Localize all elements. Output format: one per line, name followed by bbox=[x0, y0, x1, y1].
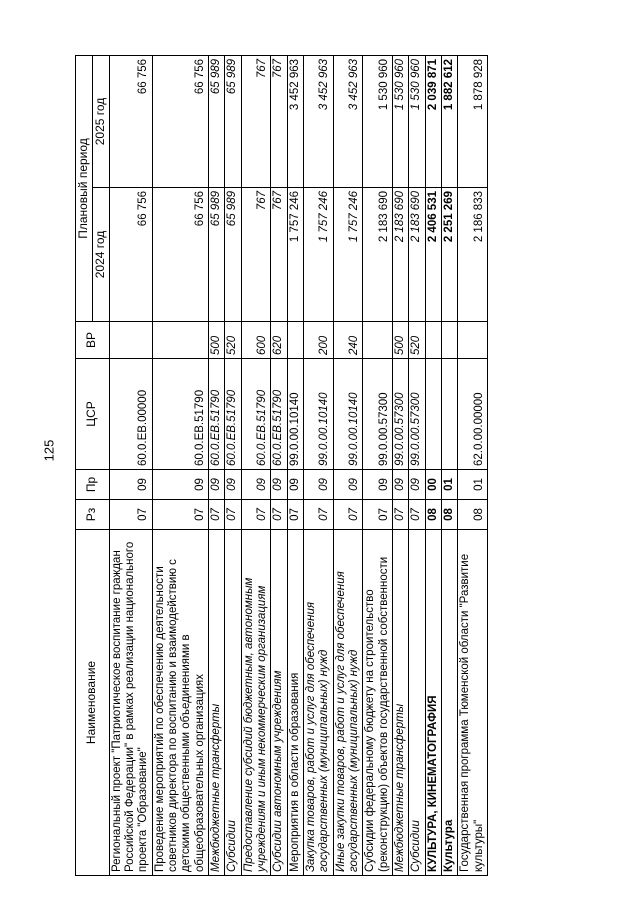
table-row bbox=[271, 55, 287, 875]
cell-name: Межбюджетные трансферты bbox=[209, 530, 225, 876]
cell-y2024: 2 406 531 bbox=[425, 188, 441, 322]
cell-y2025: 1 530 960 bbox=[363, 55, 393, 187]
table-row bbox=[209, 55, 225, 875]
cell-csr: 99.0.00.10140 bbox=[304, 359, 334, 470]
cell-csr: 99.0.00.57300 bbox=[363, 359, 393, 470]
cell-y2025: 1 882 612 bbox=[442, 55, 458, 187]
cell-vr bbox=[109, 322, 152, 359]
cell-name: Проведение мероприятий по обеспечению деятельности советников директора по воспитанию и взаимодействию с детскими общественными объединениями в общеобразовательных организациях bbox=[152, 530, 208, 876]
cell-pr: 09 bbox=[287, 470, 303, 500]
cell-vr: 500 bbox=[209, 322, 225, 359]
cell-y2024: 767 bbox=[241, 188, 271, 322]
header-name: Наименование bbox=[76, 530, 110, 876]
cell-y2024: 1 757 246 bbox=[333, 188, 363, 322]
cell-csr: 99.0.00.57300 bbox=[393, 359, 409, 470]
table-row bbox=[225, 55, 241, 875]
cell-rz: 07 bbox=[152, 500, 208, 530]
cell-vr: 620 bbox=[271, 322, 287, 359]
cell-csr: 99.0.00.10140 bbox=[287, 359, 303, 470]
cell-name: Закупка товаров, работ и услуг для обеспечения государственных (муниципальных) нужд bbox=[304, 530, 334, 876]
cell-y2024: 2 183 690 bbox=[363, 188, 393, 322]
header-pr: Пр bbox=[76, 470, 110, 500]
cell-pr: 09 bbox=[363, 470, 393, 500]
header-rz: Рз bbox=[76, 500, 110, 530]
table-row bbox=[425, 55, 441, 875]
cell-y2025: 2 039 871 bbox=[425, 55, 441, 187]
cell-y2024: 65 989 bbox=[209, 188, 225, 322]
cell-y2025: 1 878 928 bbox=[458, 55, 488, 187]
cell-rz: 07 bbox=[409, 500, 425, 530]
cell-name: Мероприятия в области образования bbox=[287, 530, 303, 876]
cell-csr: 62.0.00.00000 bbox=[458, 359, 488, 470]
cell-rz: 07 bbox=[287, 500, 303, 530]
cell-name: Иные закупки товаров, работ и услуг для обеспечения государственных (муниципальных) нужд bbox=[333, 530, 363, 876]
cell-y2024: 2 183 690 bbox=[409, 188, 425, 322]
cell-pr: 09 bbox=[271, 470, 287, 500]
cell-rz: 08 bbox=[442, 500, 458, 530]
cell-y2025: 3 452 963 bbox=[333, 55, 363, 187]
cell-y2024: 66 756 bbox=[152, 188, 208, 322]
cell-vr: 520 bbox=[225, 322, 241, 359]
cell-y2024: 1 757 246 bbox=[304, 188, 334, 322]
cell-name: Региональный проект "Патриотическое воспитание граждан Российской Федерации" в рамках реализации национального проекта "Образование" bbox=[109, 530, 152, 876]
cell-y2025: 3 452 963 bbox=[287, 55, 303, 187]
cell-name: КУЛЬТУРА, КИНЕМАТОГРАФИЯ bbox=[425, 530, 441, 876]
cell-csr bbox=[425, 359, 441, 470]
cell-rz: 07 bbox=[333, 500, 363, 530]
header-csr: ЦСР bbox=[76, 359, 110, 470]
header-period: Плановый период bbox=[76, 55, 93, 321]
cell-y2024: 2 186 833 bbox=[458, 188, 488, 322]
cell-y2024: 66 756 bbox=[109, 188, 152, 322]
cell-csr: 60.0.EB.51790 bbox=[241, 359, 271, 470]
cell-name: Межбюджетные трансферты bbox=[393, 530, 409, 876]
cell-y2025: 1 530 960 bbox=[393, 55, 409, 187]
cell-rz: 07 bbox=[241, 500, 271, 530]
cell-y2024: 1 757 246 bbox=[287, 188, 303, 322]
cell-pr: 09 bbox=[209, 470, 225, 500]
cell-rz: 07 bbox=[363, 500, 393, 530]
cell-rz: 07 bbox=[225, 500, 241, 530]
cell-y2025: 66 756 bbox=[152, 55, 208, 187]
budget-table bbox=[75, 55, 488, 876]
cell-vr: 600 bbox=[241, 322, 271, 359]
table-row bbox=[442, 55, 458, 875]
cell-pr: 09 bbox=[304, 470, 334, 500]
cell-pr: 01 bbox=[458, 470, 488, 500]
cell-name: Субсидии bbox=[409, 530, 425, 876]
cell-vr: 500 bbox=[393, 322, 409, 359]
table-row bbox=[393, 55, 409, 875]
table-row bbox=[109, 55, 152, 875]
cell-name: Субсидии bbox=[225, 530, 241, 876]
table-row bbox=[363, 55, 393, 875]
header-vr: ВР bbox=[76, 322, 110, 359]
cell-y2024: 2 183 690 bbox=[393, 188, 409, 322]
cell-name: Субсидии автономным учреждениям bbox=[271, 530, 287, 876]
table-row bbox=[241, 55, 271, 875]
cell-rz: 08 bbox=[425, 500, 441, 530]
budget-table-container bbox=[75, 56, 615, 876]
cell-vr: 240 bbox=[333, 322, 363, 359]
cell-csr: 60.0.EB.51790 bbox=[152, 359, 208, 470]
cell-csr: 99.0.00.10140 bbox=[333, 359, 363, 470]
cell-name: Культура bbox=[442, 530, 458, 876]
cell-vr: 200 bbox=[304, 322, 334, 359]
header-2025: 2025 год bbox=[92, 55, 109, 187]
table-row bbox=[458, 55, 488, 875]
cell-pr: 09 bbox=[225, 470, 241, 500]
cell-pr: 09 bbox=[241, 470, 271, 500]
cell-csr: 60.0.EB.51790 bbox=[225, 359, 241, 470]
table-row bbox=[409, 55, 425, 875]
cell-name: Предоставление субсидий бюджетным, автономным учреждениям и иным некоммерческим организациям bbox=[241, 530, 271, 876]
cell-rz: 07 bbox=[393, 500, 409, 530]
cell-pr: 09 bbox=[333, 470, 363, 500]
cell-rz: 07 bbox=[209, 500, 225, 530]
cell-vr bbox=[425, 322, 441, 359]
cell-pr: 00 bbox=[425, 470, 441, 500]
cell-pr: 09 bbox=[409, 470, 425, 500]
cell-rz: 07 bbox=[271, 500, 287, 530]
cell-pr: 01 bbox=[442, 470, 458, 500]
table-body bbox=[109, 55, 487, 875]
cell-y2025: 3 452 963 bbox=[304, 55, 334, 187]
cell-name: Государственная программа Тюменской области "Развитие культуры" bbox=[458, 530, 488, 876]
cell-csr: 99.0.00.57300 bbox=[409, 359, 425, 470]
cell-pr: 09 bbox=[109, 470, 152, 500]
header-2024: 2024 год bbox=[92, 188, 109, 322]
cell-csr: 60.0.EB.00000 bbox=[109, 359, 152, 470]
table-row bbox=[304, 55, 334, 875]
cell-y2024: 2 251 269 bbox=[442, 188, 458, 322]
cell-csr bbox=[442, 359, 458, 470]
table-row bbox=[152, 55, 208, 875]
cell-name: Субсидии федеральному бюджету на строительство (реконструкцию) объектов государственной собственности bbox=[363, 530, 393, 876]
cell-vr bbox=[363, 322, 393, 359]
table-row bbox=[287, 55, 303, 875]
cell-vr bbox=[152, 322, 208, 359]
cell-y2025: 65 989 bbox=[209, 55, 225, 187]
cell-pr: 09 bbox=[393, 470, 409, 500]
cell-csr: 60.0.EB.51790 bbox=[209, 359, 225, 470]
cell-rz: 07 bbox=[109, 500, 152, 530]
cell-csr: 60.0.EB.51790 bbox=[271, 359, 287, 470]
cell-vr: 520 bbox=[409, 322, 425, 359]
cell-pr: 09 bbox=[152, 470, 208, 500]
cell-y2025: 1 530 960 bbox=[409, 55, 425, 187]
cell-vr bbox=[287, 322, 303, 359]
cell-vr bbox=[442, 322, 458, 359]
header-row bbox=[76, 55, 93, 875]
table-row bbox=[333, 55, 363, 875]
cell-y2025: 767 bbox=[271, 55, 287, 187]
cell-vr bbox=[458, 322, 488, 359]
cell-rz: 08 bbox=[458, 500, 488, 530]
cell-y2025: 767 bbox=[241, 55, 271, 187]
cell-rz: 07 bbox=[304, 500, 334, 530]
cell-y2024: 767 bbox=[271, 188, 287, 322]
cell-y2025: 65 989 bbox=[225, 55, 241, 187]
page-number: 125 bbox=[41, 439, 57, 462]
cell-y2025: 66 756 bbox=[109, 55, 152, 187]
cell-y2024: 65 989 bbox=[225, 188, 241, 322]
